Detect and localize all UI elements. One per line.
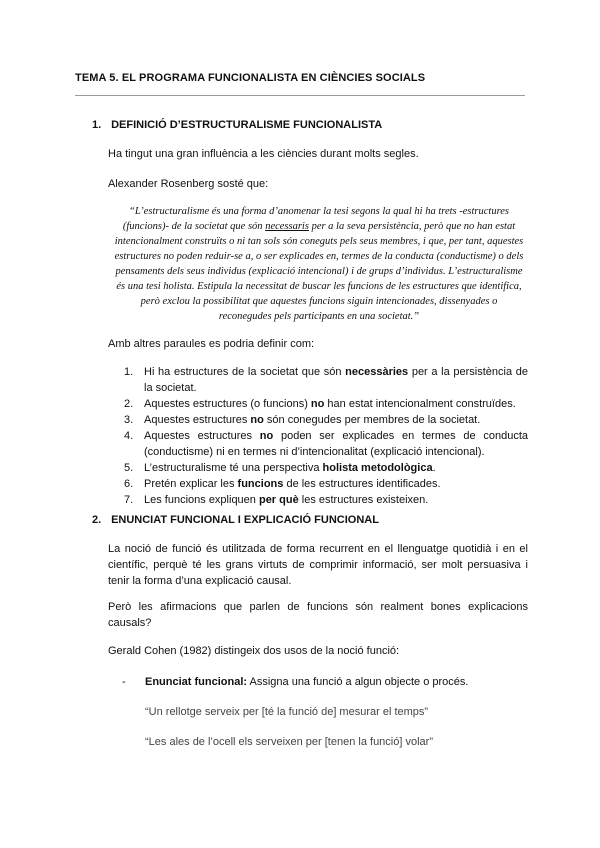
section-2-title: ENUNCIAT FUNCIONAL I EXPLICACIÓ FUNCIONAL [111, 514, 379, 526]
section-1-number: 1. [92, 119, 102, 131]
list-item [108, 476, 528, 492]
quote-text-before: “L’estructuralisme és una forma d’anomenar la tesi segons la qual hi ha trets -estructures (funcions)- de la societat que són [122, 206, 510, 232]
rosenberg-intro: Alexander Rosenberg sosté que: [108, 178, 269, 190]
definition-list [108, 364, 528, 508]
list-item [108, 412, 528, 428]
list-item-text: . [432, 462, 436, 474]
list-item-number: 1. [124, 366, 134, 378]
list-item-bold: holista metodològica [322, 462, 433, 474]
cohen-intro: Gerald Cohen (1982) distingeix dos usos de la noció funció: [108, 645, 400, 657]
list-item [108, 364, 528, 396]
list-item-text: Hi ha estructures de la societat que són [144, 366, 346, 378]
document-title: TEMA 5. EL PROGRAMA FUNCIONALISTA EN CIÈNCIES SOCIALS [75, 72, 426, 84]
list-item-bold: no [259, 430, 274, 442]
list-item-number: 6. [124, 478, 134, 490]
list-item [108, 492, 528, 508]
section-2-number: 2. [92, 514, 102, 526]
section-2-paragraph-2: Però les afirmacions que parlen de funcions són realment bones explicacions causals? [108, 601, 528, 629]
rosenberg-quote [114, 204, 524, 324]
section-1-intro: Ha tingut una gran influència a les ciències durant molts segles. [108, 148, 419, 160]
list-item-bold: per què [258, 494, 299, 506]
list-item-text: Aquestes estructures (o funcions) [144, 398, 311, 410]
section-1-title: DEFINICIÓ D’ESTRUCTURALISME FUNCIONALISTA [111, 119, 383, 131]
section-2-heading [92, 512, 512, 528]
list-item-number: 5. [124, 462, 134, 474]
title-divider [75, 95, 525, 96]
functional-statement-text: Assigna una funció a algun objecte o procés. [247, 676, 469, 688]
list-item-text: han estat intencionalment construïdes. [324, 398, 516, 410]
other-words-intro: Amb altres paraules es podria definir com: [108, 338, 315, 350]
list-item-bold: funcions [237, 478, 284, 490]
quote-text-after: per a la seva persistència, però que no han estat intencionalment construïts o ni tan sols són coneguts pels seus membres, i que, per tant, aquestes estructures no poden reduir-se a, o ser explicades en, termes de la conducta (conductisme) o dels pensaments dels seus individus (explicació intencional) i de grups d’individus. L’estructuralisme és una tesi holista. Estipula la necessitat de buscar les funcions de les estructures que identifica, però exclou la possibilitat que aquestes funcions siguin intencionades, dissenyades o reconegudes pels participants en una societat.” [114, 221, 524, 322]
example-bird-wings: “Les ales de l’ocell els serveixen per [tenen la funció] volar” [145, 736, 433, 748]
list-item-bold: no [250, 414, 264, 426]
list-item-text: per a la persistència de la societat. [144, 366, 528, 394]
list-item-bold: necessàries [345, 366, 409, 378]
list-item-text: Aquestes estructures [144, 430, 260, 442]
quote-underlined-word: necessaris [265, 221, 309, 232]
functional-statement-body [145, 674, 522, 690]
list-item-text: de les estructures identificades. [283, 478, 441, 490]
list-item-text: les estructures existeixen. [298, 494, 429, 506]
list-item-text: Pretén explicar les [144, 478, 238, 490]
section-2-paragraph-1: La noció de funció és utilitzada de forma recurrent en el llenguatge quotidià i en el científic, perquè té les grans virtuts de comprimir informació, ser molt persuasiva i tenir la forma d’una explicació causal. [108, 543, 528, 587]
example-clock: “Un rellotge serveix per [té la funció de] mesurar el temps” [145, 706, 429, 718]
list-item-text: poden ser explicades en termes de conducta (conductisme) ni en termes ni d’intencionalitat (explicació intencional). [144, 430, 528, 458]
list-item-text: Les funcions expliquen [144, 494, 259, 506]
functional-statement-item [122, 674, 522, 690]
list-item [108, 428, 528, 460]
list-item-number: 3. [124, 414, 134, 426]
list-item [108, 460, 528, 476]
functional-statement-term: Enunciat funcional: [145, 676, 248, 688]
section-1-heading [92, 117, 512, 133]
list-item-number: 7. [124, 494, 134, 506]
list-item-text: L’estructuralisme té una perspectiva [144, 462, 323, 474]
dash-bullet: - [122, 676, 126, 688]
list-item-text: Aquestes estructures [144, 414, 251, 426]
list-item-text: són conegudes per membres de la societat. [263, 414, 481, 426]
list-item-bold: no [310, 398, 325, 410]
list-item-number: 4. [124, 430, 134, 442]
list-item-number: 2. [124, 398, 134, 410]
list-item [108, 396, 528, 412]
